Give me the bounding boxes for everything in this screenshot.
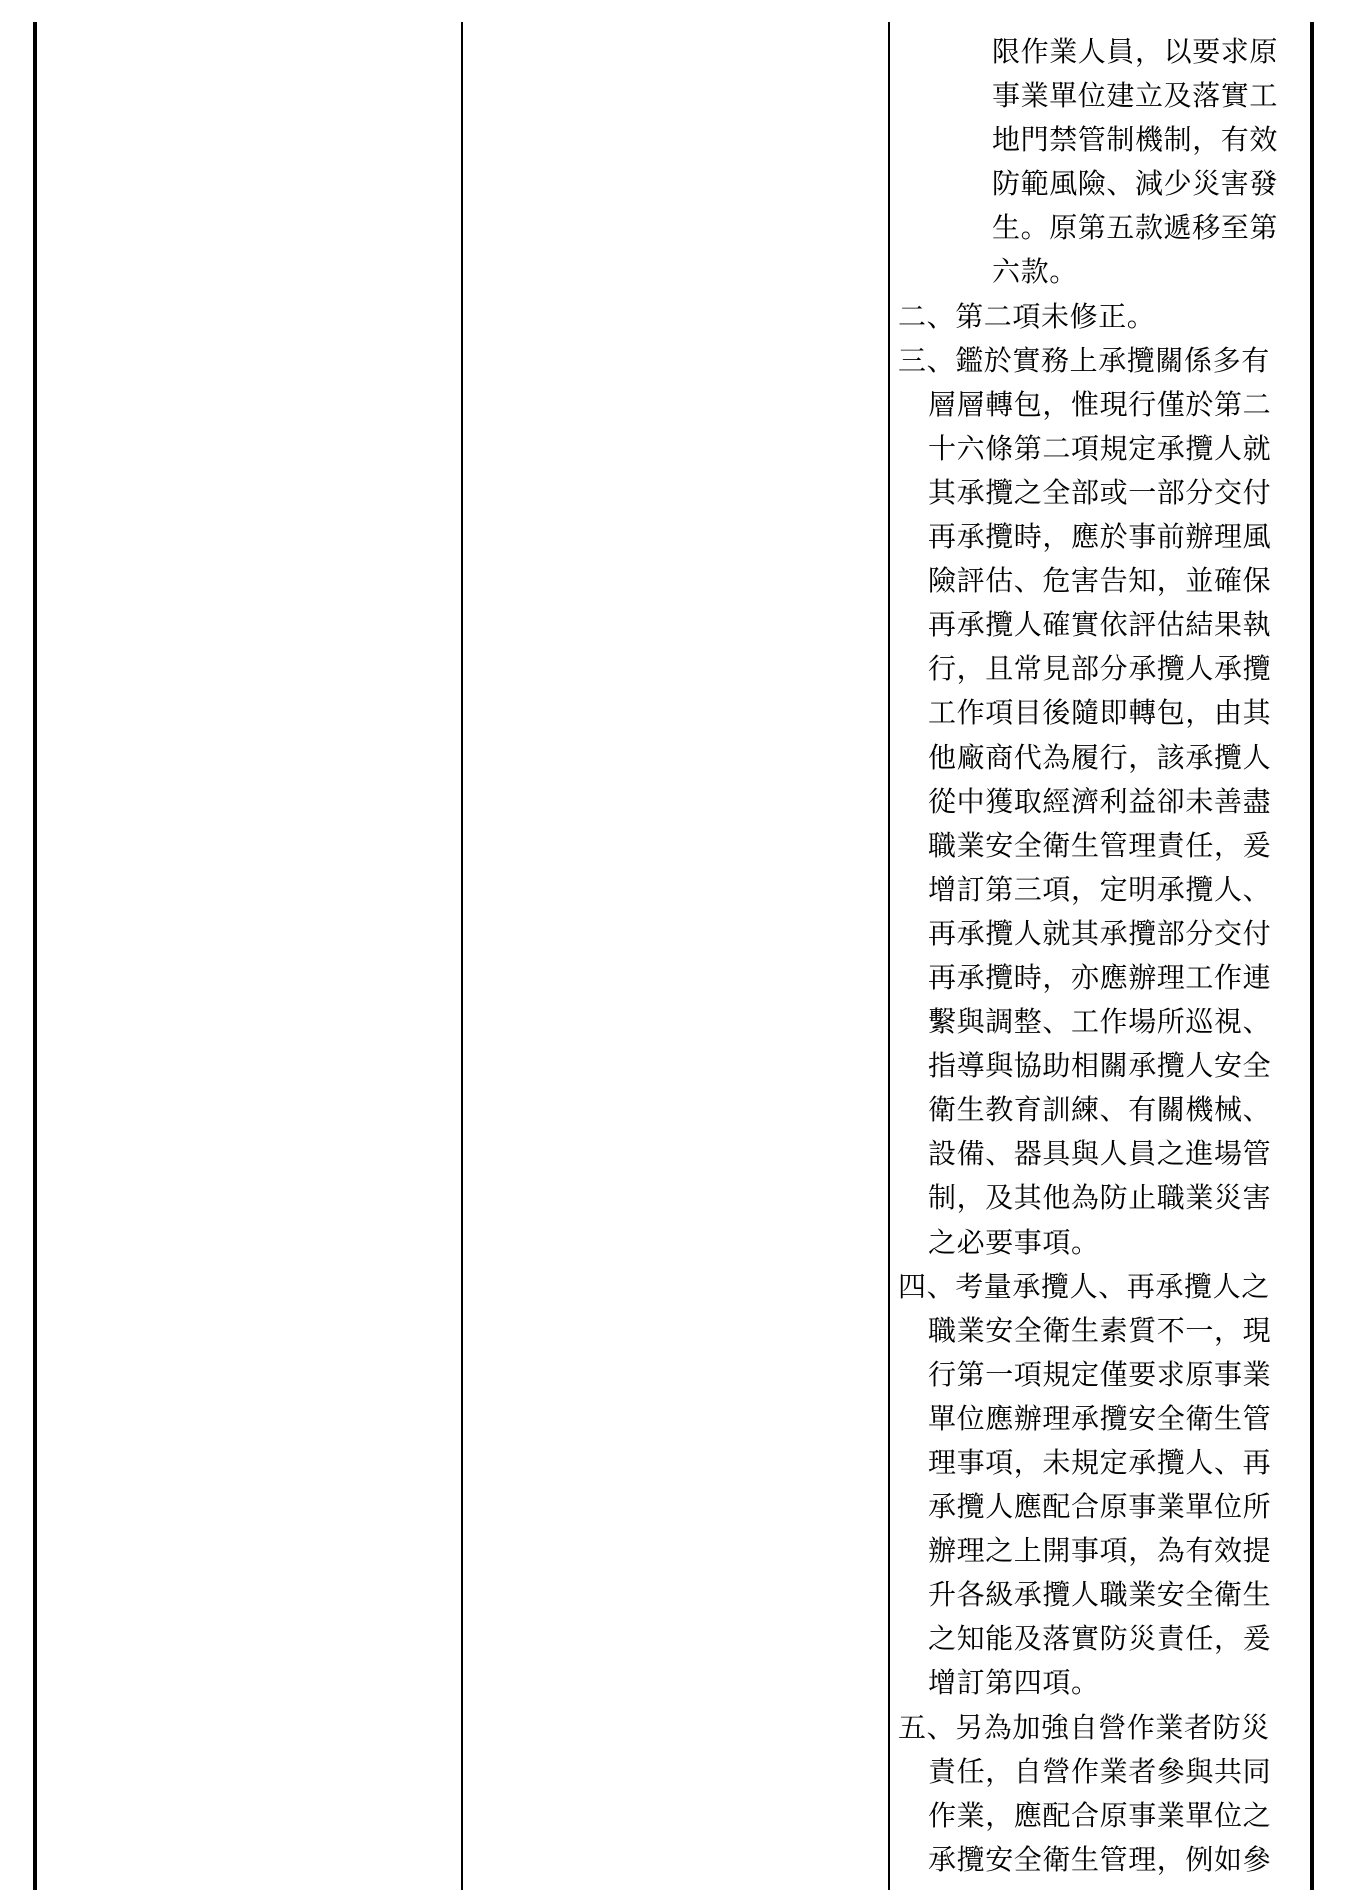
explanation-line: 承攬人應配合原事業單位所 xyxy=(928,1490,1272,1524)
explanation-line: 再承攬時，亦應辦理工作連 xyxy=(928,960,1272,994)
explanation-line: 三、鑑於實務上承攬關係多有 xyxy=(898,343,1270,377)
explanation-line: 增訂第三項，定明承攬人、 xyxy=(928,872,1272,906)
explanation-line: 理事項，未規定承攬人、再 xyxy=(928,1446,1272,1479)
explanation-line: 再承攬時，應於事前辦理風 xyxy=(928,520,1272,554)
table-right-border xyxy=(1310,22,1314,1890)
explanation-line: 設備、器具與人員之進場管 xyxy=(928,1137,1272,1171)
explanation-line: 他廠商代為履行，該承攬人 xyxy=(928,740,1272,774)
explanation-line: 限作業人員，以要求原 xyxy=(992,35,1279,68)
explanation-line: 承攬安全衛生管理，例如參 xyxy=(928,1842,1272,1876)
explanation-line: 之知能及落實防災責任，爰 xyxy=(928,1622,1272,1656)
explanation-line: 繫與調整、工作場所巡視、 xyxy=(928,1005,1272,1039)
explanation-line: 增訂第四項。 xyxy=(928,1666,1100,1700)
explanation-line: 四、考量承攬人、再承攬人之 xyxy=(898,1269,1270,1303)
explanation-line: 職業安全衛生管理責任，爰 xyxy=(928,828,1272,862)
explanation-line: 職業安全衛生素質不一，現 xyxy=(928,1313,1272,1347)
explanation-line: 再承攬人確實依評估結果執 xyxy=(928,608,1272,642)
explanation-line: 地門禁管制機制，有效 xyxy=(992,123,1279,157)
column-divider-1 xyxy=(461,22,463,1890)
explanation-line: 事業單位建立及落實工 xyxy=(992,79,1279,113)
explanation-line: 衛生教育訓練、有關機械、 xyxy=(928,1093,1272,1127)
explanation-column xyxy=(898,30,1303,1882)
explanation-line: 單位應辦理承攬安全衛生管 xyxy=(928,1401,1272,1435)
explanation-line: 層層轉包，惟現行僅於第二 xyxy=(928,387,1272,421)
explanation-line: 生。原第五款遞移至第 xyxy=(992,211,1279,245)
explanation-line: 防範風險、減少災害發 xyxy=(992,167,1279,201)
explanation-line: 六款。 xyxy=(992,255,1078,289)
explanation-line: 五、另為加強自營作業者防災 xyxy=(898,1710,1270,1744)
explanation-line: 指導與協助相關承攬人安全 xyxy=(928,1049,1272,1083)
explanation-line: 十六條第二項規定承攬人就 xyxy=(928,431,1272,465)
explanation-line: 升各級承攬人職業安全衛生 xyxy=(928,1578,1272,1612)
explanation-line: 其承攬之全部或一部分交付 xyxy=(928,475,1272,509)
explanation-line: 再承攬人就其承攬部分交付 xyxy=(928,916,1272,950)
explanation-line: 從中獲取經濟利益卻未善盡 xyxy=(928,784,1272,818)
table-left-border xyxy=(33,22,37,1890)
explanation-line: 險評估、危害告知，並確保 xyxy=(928,564,1272,598)
column-divider-2 xyxy=(888,22,890,1890)
explanation-line: 之必要事項。 xyxy=(928,1225,1100,1259)
explanation-line: 二、第二項未修正。 xyxy=(898,299,1156,333)
explanation-line: 責任，自營作業者參與共同 xyxy=(928,1754,1272,1788)
explanation-line: 辦理之上開事項，為有效提 xyxy=(928,1534,1272,1568)
explanation-line: 行第一項規定僅要求原事業 xyxy=(928,1357,1272,1391)
explanation-line: 制，及其他為防止職業災害 xyxy=(928,1181,1272,1215)
explanation-line: 行，且常見部分承攬人承攬 xyxy=(928,652,1272,686)
explanation-line: 工作項目後隨即轉包，由其 xyxy=(928,696,1272,730)
explanation-line: 作業，應配合原事業單位之 xyxy=(928,1798,1272,1832)
